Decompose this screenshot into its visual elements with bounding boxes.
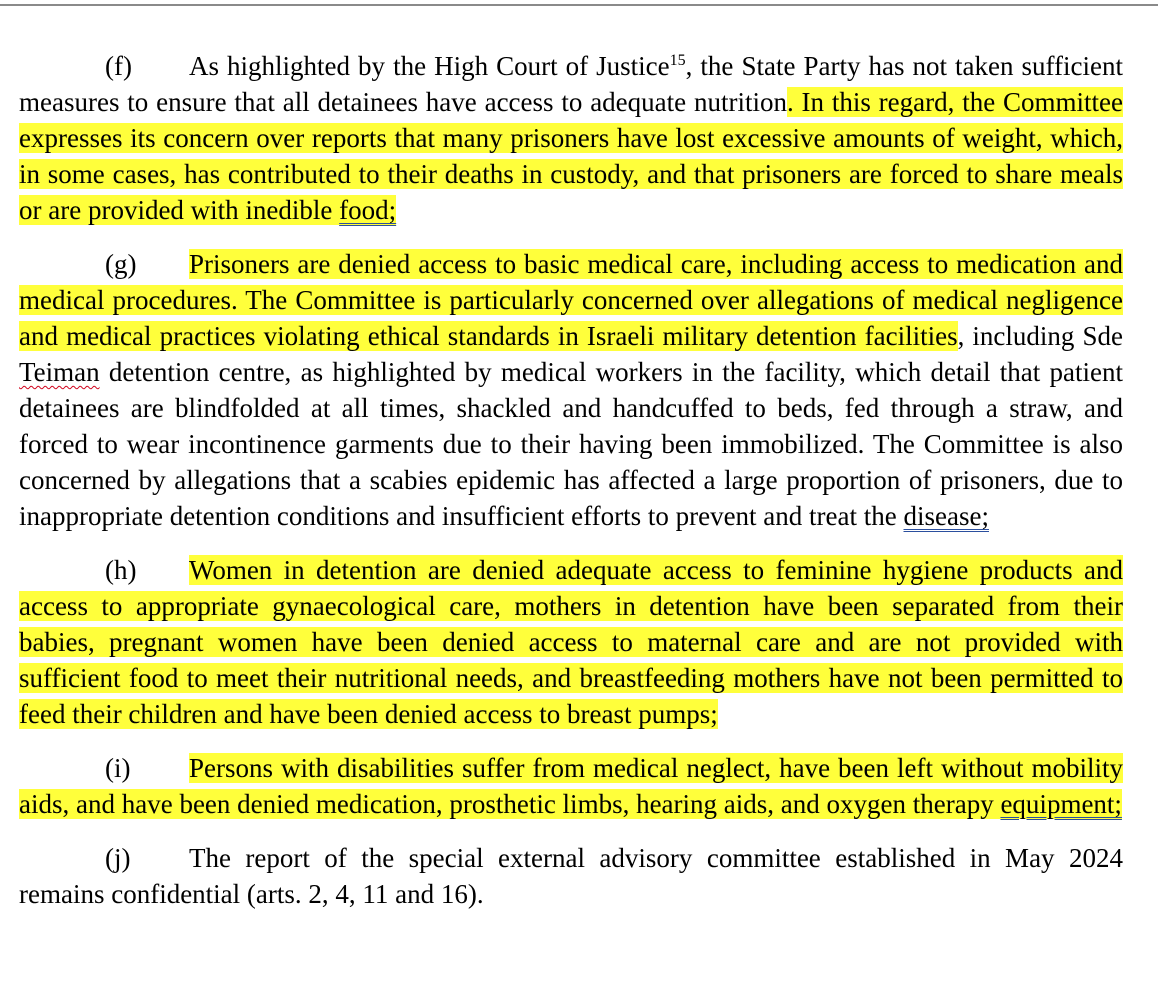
- grammar-flagged-word[interactable]: equipment;: [1000, 789, 1122, 819]
- paragraph-label: (g): [105, 249, 137, 279]
- paragraph-text: The report of the special external advisory committee established in May 2024 remains confidential (arts. 2, 4, 11 and 16).: [19, 843, 1123, 909]
- grammar-flagged-word[interactable]: food;: [339, 195, 397, 225]
- page-top-border: [0, 4, 1158, 6]
- paragraph-label: (i): [105, 753, 131, 783]
- footnote-reference[interactable]: 15: [669, 52, 686, 69]
- highlighted-text: Prisoners are denied access to basic medical care, including access to medication and medical procedures. The Committee is particularly concerned over allegations of medical negligence and medical practices violating ethical standards in Israeli military detention facilities: [19, 249, 1123, 351]
- paragraph-label: (f): [105, 51, 132, 81]
- paragraph-text: , including Sde: [957, 321, 1123, 351]
- grammar-flagged-word[interactable]: disease;: [903, 501, 989, 531]
- spelling-error-word[interactable]: Teiman: [19, 357, 100, 387]
- document-body: [19, 48, 1123, 930]
- highlighted-text: .: [786, 87, 794, 117]
- paragraph-j: [19, 840, 1123, 912]
- paragraph-text: detention centre, as highlighted by medical workers in the facility, which detail that patient detainees are blindfolded at all times, shackled and handcuffed to beds, fed through a straw, and forced to wear incontinence garments due to their having been immobilized. The Committee is also concerned by allegations that a scabies epidemic has affected a large proportion of prisoners, due to inappropriate detention conditions and insufficient efforts to prevent and treat the: [19, 357, 1123, 531]
- paragraph-f: [19, 48, 1123, 228]
- paragraph-text: , the State Party has not taken sufficient measures to ensure that all detainees have access to adequate nutrition: [19, 51, 1123, 117]
- highlighted-text: Women in detention are denied adequate access to feminine hygiene products and access to appropriate gynaecological care, mothers in detention have been separated from their babies, pregnant women have been denied access to maternal care and are not provided with sufficient food to meet their nutritional needs, and breastfeeding mothers have not been permitted to feed their children and have been denied access to breast pumps;: [19, 555, 1123, 729]
- paragraph-label: (h): [105, 555, 137, 585]
- paragraph-i: [19, 750, 1123, 822]
- highlighted-text: Persons with disabilities suffer from medical neglect, have been left without mobility aids, and have been denied medication, prosthetic limbs, hearing aids, and oxygen therapy: [19, 753, 1123, 819]
- highlighted-text: In this regard, the Committee expresses its concern over reports that many prisoners have lost excessive amounts of weight, which, in some cases, has contributed to their deaths in custody, and that prisoners are forced to share meals or are provided with inedible: [19, 87, 1123, 225]
- paragraph-label: (j): [105, 843, 131, 873]
- paragraph-h: [19, 552, 1123, 732]
- paragraph-text: As highlighted by the High Court of Justice: [189, 51, 670, 81]
- paragraph-g: [19, 246, 1123, 534]
